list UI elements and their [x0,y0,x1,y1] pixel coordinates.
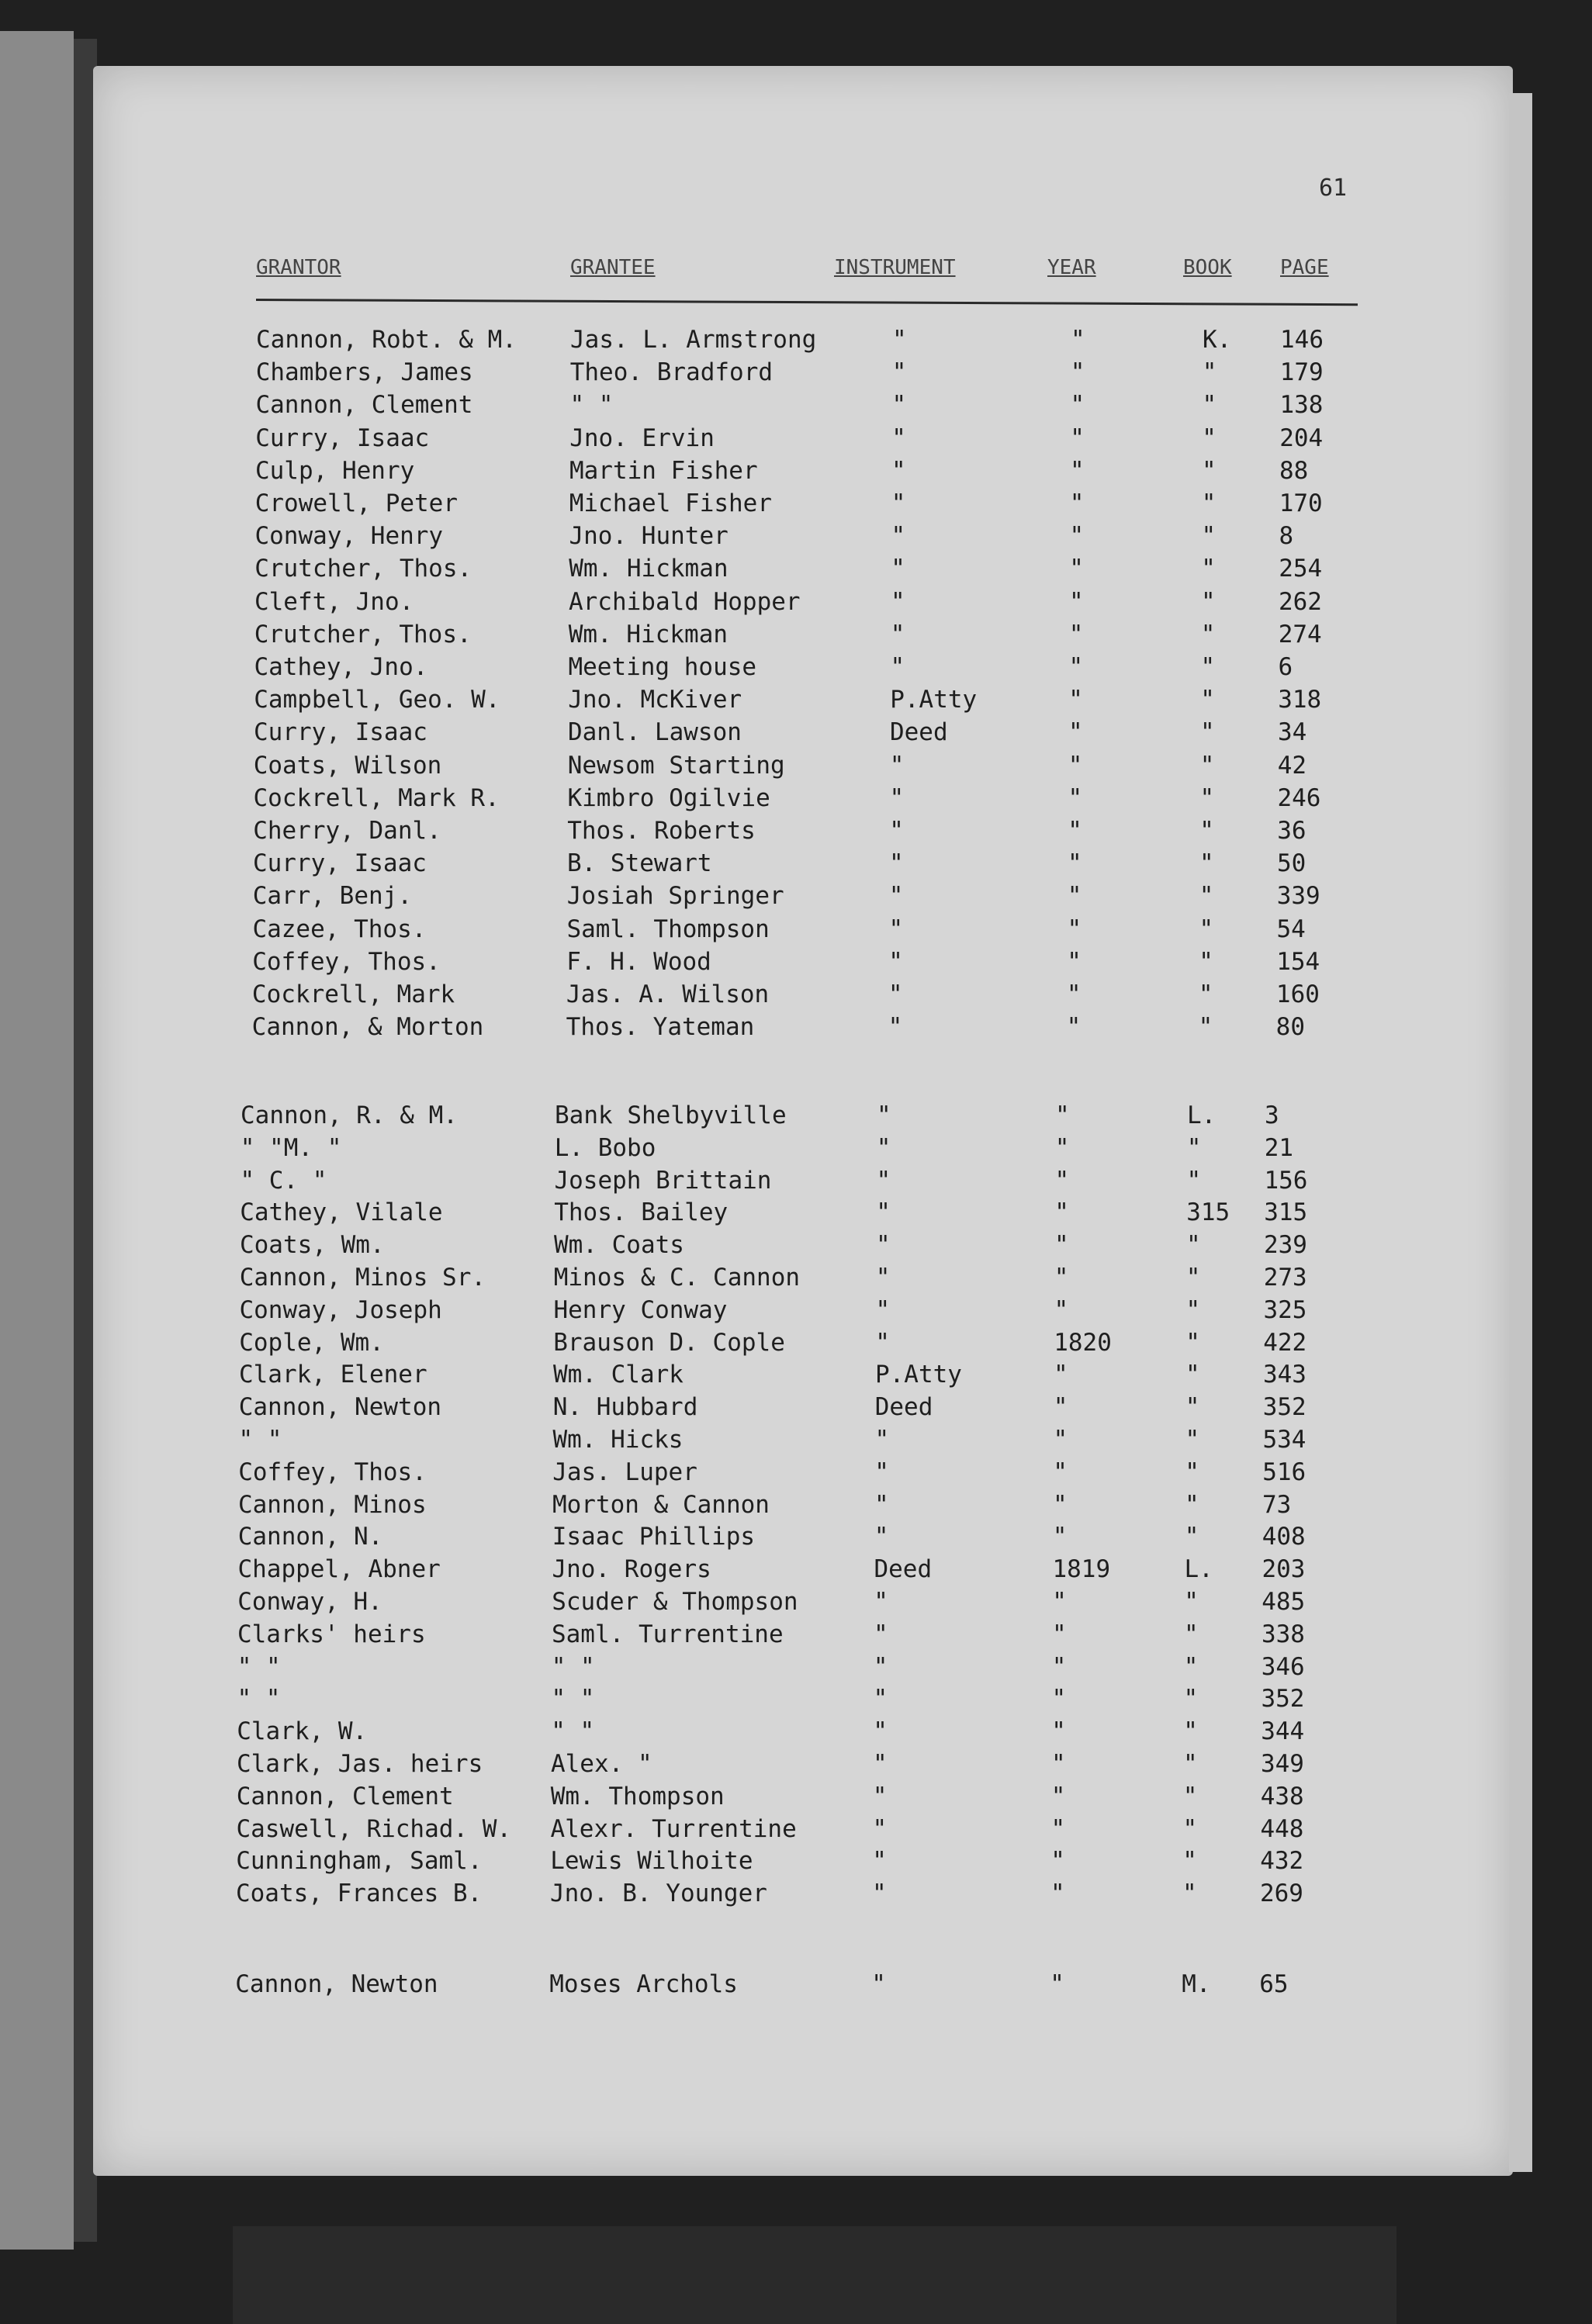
cell-page: 315 [1264,1198,1308,1227]
page-edge [1509,93,1532,2172]
header-book: BOOK [1183,256,1232,279]
cell-book: " [1183,1652,1199,1681]
cell-page: 204 [1279,424,1324,452]
cell-grantee: Bank Shelbyville [555,1101,787,1129]
cell-year: " [1067,882,1082,911]
cell-page: 262 [1278,587,1322,616]
cell-year: " [1052,1523,1068,1551]
cell-grantor: Coats, Wm. [239,1231,385,1260]
cell-grantor: Coffey, Thos. [252,947,441,976]
cell-year: " [1068,783,1083,812]
cell-year: " [1053,1361,1068,1389]
cell-page: 146 [1280,326,1324,354]
cell-grantee: Morton & Cannon [552,1490,770,1519]
cell-year: " [1068,620,1084,648]
cell-grantee: Meeting house [568,653,757,681]
cell-instrument: " [873,1652,888,1681]
cell-year: " [1067,947,1082,976]
cell-page: 254 [1279,555,1323,583]
cell-book: " [1185,1328,1200,1357]
cell-year: " [1051,1685,1067,1714]
cell-page: 73 [1261,1490,1292,1519]
cell-page: 352 [1261,1685,1305,1714]
cell-page: 54 [1276,915,1306,943]
cell-page: 34 [1277,718,1307,747]
cell-grantor: Curry, Isaac [252,849,427,878]
cell-instrument: " [889,783,905,812]
cell-instrument: " [889,751,905,780]
cell-instrument: " [889,817,904,845]
cell-grantee: Theo. Bradford [569,358,774,387]
cell-instrument: " [891,522,906,551]
cell-instrument: " [871,1880,887,1908]
cell-page: 325 [1263,1295,1307,1324]
cell-grantee: " " [551,1685,595,1714]
cell-grantee: Minos & C. Cannon [553,1264,801,1292]
cell-book: " [1201,555,1216,583]
cell-grantee: Henry Conway [553,1295,728,1324]
cell-instrument: " [873,1620,888,1648]
cell-grantee: Wm. Coats [553,1231,684,1260]
cell-book: " [1198,1013,1213,1042]
cell-book: " [1183,1717,1198,1746]
cell-year: " [1069,456,1085,485]
cell-instrument: " [875,1328,890,1357]
cell-year: " [1051,1620,1067,1648]
cell-page: 80 [1275,1013,1305,1042]
cell-year: " [1071,326,1085,354]
cell-year: " [1050,1970,1064,1998]
cell-instrument: " [874,1523,889,1551]
cell-year: " [1050,1750,1066,1778]
cell-page: 50 [1276,849,1306,878]
cell-grantee: Saml. Turrentine [551,1620,784,1648]
cell-instrument: Deed [874,1555,933,1584]
cell-instrument: " [892,326,907,354]
cell-grantor: Cunningham, Saml. [236,1847,483,1876]
cell-instrument: " [891,489,906,517]
cell-book: " [1202,358,1217,387]
cell-year: " [1053,1426,1068,1454]
cell-page: 438 [1260,1782,1304,1810]
cell-page: 21 [1264,1133,1294,1162]
cell-book: " [1200,653,1216,681]
cell-year: " [1051,1717,1066,1746]
cell-grantor: Cannon, Newton [235,1970,438,1998]
cell-year: " [1069,489,1085,517]
cell-page: 432 [1260,1847,1304,1876]
cell-page: 42 [1277,751,1307,780]
cell-page: 349 [1260,1750,1304,1778]
cell-grantee: Thos. Roberts [567,817,756,845]
cell-instrument: " [872,1782,888,1810]
cell-page: 269 [1259,1880,1303,1908]
cell-book: " [1185,1458,1199,1486]
header-year: YEAR [1047,256,1096,279]
cell-page: 274 [1278,620,1322,648]
cell-book: " [1199,882,1214,911]
header-grantor: GRANTOR [256,256,341,279]
cell-grantee: Jno. McKiver [568,686,742,714]
cell-grantor: Chambers, James [255,358,473,387]
cell-book: " [1201,522,1216,551]
cell-instrument: " [872,1847,887,1876]
cell-page: 422 [1263,1328,1307,1357]
cell-book: " [1199,783,1215,812]
cell-grantor: Cleft, Jno. [254,587,414,616]
cell-instrument: " [888,882,904,911]
cell-page: 3 [1265,1101,1279,1129]
cell-instrument: Deed [874,1393,933,1422]
cell-grantor: Cockrell, Mark [251,980,455,1008]
cell-year: " [1070,424,1085,452]
cell-page: 138 [1279,391,1324,420]
cell-instrument: " [890,653,905,681]
cell-grantor: Crutcher, Thos. [254,555,472,583]
cell-grantee: Josiah Springer [566,882,784,911]
cell-grantor: Cople, Wm. [239,1328,384,1357]
cell-book: " [1201,456,1216,485]
cell-grantor: Culp, Henry [254,456,415,485]
cell-book: " [1199,849,1214,878]
table-header [256,256,1358,303]
cell-book: K. [1203,326,1232,354]
cell-year: " [1052,1588,1067,1616]
cell-book: " [1185,1393,1200,1422]
cell-grantor: Curry, Isaac [253,718,427,747]
cell-page: 246 [1277,783,1321,812]
cell-instrument: " [875,1231,891,1260]
cell-grantee: Jno. Ervin [569,424,715,452]
cell-page: 203 [1261,1555,1306,1584]
cell-page: 156 [1264,1166,1308,1195]
cell-grantor: Coffey, Thos. [238,1458,427,1486]
header-grantee: GRANTEE [570,256,656,279]
cell-grantee: Wm. Hickman [568,620,729,648]
cell-instrument: " [876,1133,891,1162]
cell-year: " [1054,1133,1070,1162]
cell-grantor: Cazee, Thos. [252,915,427,943]
cell-grantee: Jno. Rogers [552,1555,711,1584]
cell-grantee: Thos. Bailey [554,1198,729,1227]
cell-grantee: Michael Fisher [569,489,773,517]
cell-year: 1819 [1052,1555,1111,1584]
cell-book: " [1199,817,1214,845]
cell-book: " [1201,489,1216,517]
cell-year: " [1054,1264,1069,1292]
cell-year: " [1068,817,1082,845]
cell-grantor: Cannon, Clement [236,1782,454,1810]
cell-page: 516 [1262,1458,1306,1486]
cell-page: 273 [1263,1264,1307,1292]
cell-book: " [1199,718,1215,747]
cell-grantee: Jas. Luper [552,1458,697,1486]
cell-year: " [1054,1295,1069,1324]
cell-grantee: Saml. Thompson [566,915,770,943]
cell-page: 448 [1260,1814,1304,1843]
cell-page: 154 [1276,947,1320,976]
cell-book: " [1183,1685,1199,1714]
cell-book: " [1202,391,1217,420]
cell-book: M. [1182,1970,1211,1998]
cell-grantor: Crowell, Peter [254,489,459,517]
header-instrument: INSTRUMENT [834,256,956,279]
cell-grantor: " " [238,1426,282,1454]
cell-grantee: Danl. Lawson [567,718,742,747]
cell-page: 8 [1279,522,1294,551]
cell-year: " [1050,1782,1066,1810]
cell-year: " [1054,1166,1070,1195]
cell-grantor: " "M. " [240,1133,342,1162]
cell-instrument: " [890,620,905,648]
cell-instrument: " [872,1814,888,1843]
cell-instrument: P.Atty [890,686,978,714]
cell-page: 318 [1278,686,1322,714]
cell-grantee: Wm. Clark [552,1361,684,1389]
cell-page: 170 [1279,489,1323,517]
cell-grantee: Newsom Starting [567,751,785,780]
cell-book: " [1182,1847,1197,1876]
cell-page: 534 [1262,1426,1306,1454]
cell-grantor: Cannon, & Morton [251,1013,484,1042]
cell-instrument: " [891,358,907,387]
cell-grantor: " C. " [240,1166,327,1195]
cell-grantor: Coats, Wilson [253,751,442,780]
cell-book: " [1199,947,1213,976]
cell-instrument: " [873,1717,888,1746]
cell-book: " [1199,751,1215,780]
cell-grantee: Lewis Wilhoite [550,1847,753,1876]
cell-grantee: Jno. B. Younger [549,1880,767,1908]
cell-instrument: " [873,1685,888,1714]
cell-grantor: Cannon, Minos Sr. [239,1264,486,1292]
cell-instrument: Deed [889,718,948,747]
cell-year: " [1068,718,1083,747]
cell-page: 346 [1261,1652,1305,1681]
cell-grantee: Jas. L. Armstrong [570,326,817,354]
cell-instrument: " [872,1750,888,1778]
cell-page: 6 [1278,653,1293,681]
cell-page: 339 [1276,882,1320,911]
cell-instrument: " [888,947,903,976]
cell-grantee: N. Hubbard [552,1393,698,1422]
cell-year: 1820 [1054,1328,1112,1357]
cell-year: " [1068,751,1083,780]
cell-instrument: " [888,849,904,878]
cell-grantor: Crutcher, Thos. [254,620,472,648]
page-number: 61 [1319,175,1348,202]
cell-grantee: Alex. " [550,1750,652,1778]
cell-grantor: Cathey, Vilale [240,1198,443,1227]
cell-page: 408 [1261,1523,1306,1551]
cell-page: 160 [1275,980,1320,1008]
cell-page: 352 [1262,1393,1306,1422]
cell-year: " [1050,1880,1065,1908]
cell-grantee: " " [551,1717,595,1746]
cell-instrument: " [874,1458,889,1486]
cell-page: 88 [1279,456,1309,485]
cell-year: " [1068,686,1083,714]
cell-book: " [1198,980,1213,1008]
cell-grantee: Wm. Thompson [550,1782,725,1810]
cell-instrument: " [875,1295,891,1324]
cell-year: " [1052,1490,1068,1519]
cell-book: " [1184,1588,1199,1616]
header-page: PAGE [1280,256,1329,279]
cell-grantee: Archibald Hopper [568,587,801,616]
cell-grantee: Scuder & Thompson [552,1588,798,1616]
cell-grantor: Conway, Joseph [239,1295,442,1324]
cell-book: " [1183,1620,1199,1648]
cell-book: " [1185,1231,1201,1260]
cell-grantor: Carr, Benj. [252,882,412,911]
cell-grantor: Cannon, R. & M. [241,1101,458,1129]
cell-grantee: B. Stewart [566,849,712,878]
cell-page: 179 [1279,358,1324,387]
cell-year: " [1066,1013,1082,1042]
cell-instrument: " [871,1970,886,1998]
cell-page: 36 [1277,817,1306,845]
cell-grantee: Kimbro Ogilvie [567,783,770,812]
cell-instrument: " [874,1588,888,1616]
adjacent-page-edge [0,31,74,2250]
cell-instrument: " [875,1264,891,1292]
cell-grantor: " " [237,1652,281,1681]
cell-book: " [1182,1750,1198,1778]
cell-grantor: Cannon, N. [237,1523,383,1551]
cell-grantor: Conway, H. [237,1588,382,1616]
cell-year: " [1053,1458,1068,1486]
cell-year: " [1051,1652,1067,1681]
cell-instrument: " [891,424,906,452]
cell-page: 344 [1261,1717,1305,1746]
cell-book: " [1185,1264,1201,1292]
cell-year: " [1050,1814,1066,1843]
cell-instrument: " [890,587,905,616]
cell-book: " [1185,1361,1200,1389]
cell-grantor: Caswell, Richad. W. [236,1814,512,1843]
cell-book: " [1182,1782,1198,1810]
cell-book: " [1200,620,1216,648]
cell-instrument: " [876,1198,891,1227]
cell-page: 338 [1261,1620,1305,1648]
cell-instrument: P.Atty [874,1361,962,1389]
cell-page: 343 [1262,1361,1306,1389]
cell-grantee: Jno. Hunter [569,522,729,551]
cell-book: " [1182,1880,1197,1908]
cell-book: " [1184,1523,1199,1551]
cell-year: " [1067,915,1082,943]
cell-grantor: Cannon, Minos [237,1490,427,1519]
cell-grantee: Brauson D. Cople [553,1328,785,1357]
cell-year: " [1070,358,1085,387]
cell-book: " [1200,686,1215,714]
cell-grantee: Wm. Hickman [569,555,729,583]
cell-grantor: Cockrell, Mark R. [253,783,500,812]
cell-page: 485 [1261,1588,1306,1616]
cell-grantor: " " [237,1685,281,1714]
cell-year: " [1067,849,1082,878]
cell-grantee: " " [569,391,614,420]
cell-year: " [1069,555,1084,583]
cell-year: " [1068,587,1084,616]
cell-book: " [1200,587,1216,616]
cell-year: " [1068,653,1084,681]
cell-grantee: Thos. Yateman [566,1013,755,1042]
cell-grantee: Martin Fisher [569,456,758,485]
cell-year: " [1070,391,1085,420]
cell-year: " [1054,1231,1069,1260]
cell-book: " [1185,1295,1201,1324]
cell-grantor: Clark, Jas. heirs [236,1750,483,1778]
cell-instrument: " [891,555,905,583]
cell-grantor: Curry, Isaac [255,424,430,452]
cell-grantee: F. H. Wood [566,947,711,976]
cell-instrument: " [888,1013,903,1042]
cell-book: " [1182,1814,1198,1843]
cell-grantor: Coats, Frances B. [235,1880,483,1908]
cell-instrument: " [891,456,906,485]
cell-grantor: Cathey, Jno. [254,653,428,681]
cell-year: " [1066,980,1082,1008]
cell-grantee: Joseph Brittain [554,1166,772,1195]
cell-year: " [1053,1393,1068,1422]
cell-grantee: Jas. A. Wilson [566,980,770,1008]
cell-instrument: " [874,1490,889,1519]
cell-book: " [1186,1133,1202,1162]
cell-book: " [1184,1490,1199,1519]
cell-book: L. [1187,1101,1216,1129]
cell-grantor: Cannon, Robt. & M. [256,326,517,354]
cell-page: 239 [1263,1231,1307,1260]
cell-grantee: Wm. Hicks [552,1426,684,1454]
cell-grantor: Cherry, Danl. [253,817,441,845]
cell-instrument: " [874,1426,890,1454]
cell-grantor: Cannon, Newton [238,1393,442,1422]
cell-book: " [1202,424,1216,452]
cell-grantee: Alexr. Turrentine [550,1814,797,1843]
cell-grantor: Clark, W. [237,1717,368,1746]
cell-year: " [1050,1847,1065,1876]
cell-grantee: " " [551,1652,595,1681]
table-surface [233,2226,1396,2324]
cell-grantor: Cannon, Clement [255,391,473,420]
cell-instrument: " [888,980,903,1008]
cell-book: L. [1184,1555,1213,1584]
cell-book: " [1199,915,1214,943]
cell-grantee: L. Bobo [554,1133,656,1162]
cell-grantee: Moses Archols [549,1970,738,1998]
cell-grantor: Conway, Henry [254,522,444,551]
cell-instrument: " [877,1101,891,1129]
cell-grantor: Clarks' heirs [237,1620,426,1648]
cell-grantor: Chappel, Abner [237,1555,441,1584]
cell-page: 65 [1259,1970,1289,1998]
cell-book: " [1185,1426,1200,1454]
cell-instrument: " [876,1166,891,1195]
cell-grantor: Clark, Elener [238,1361,427,1389]
cell-year: " [1054,1198,1069,1227]
cell-grantor: Campbell, Geo. W. [254,686,500,714]
cell-year: " [1055,1101,1070,1129]
cell-instrument: " [888,915,904,943]
cell-book: " [1186,1166,1202,1195]
cell-book: 315 [1186,1198,1230,1227]
cell-year: " [1069,522,1085,551]
cell-instrument: " [891,391,907,420]
cell-grantee: Isaac Phillips [552,1523,756,1551]
